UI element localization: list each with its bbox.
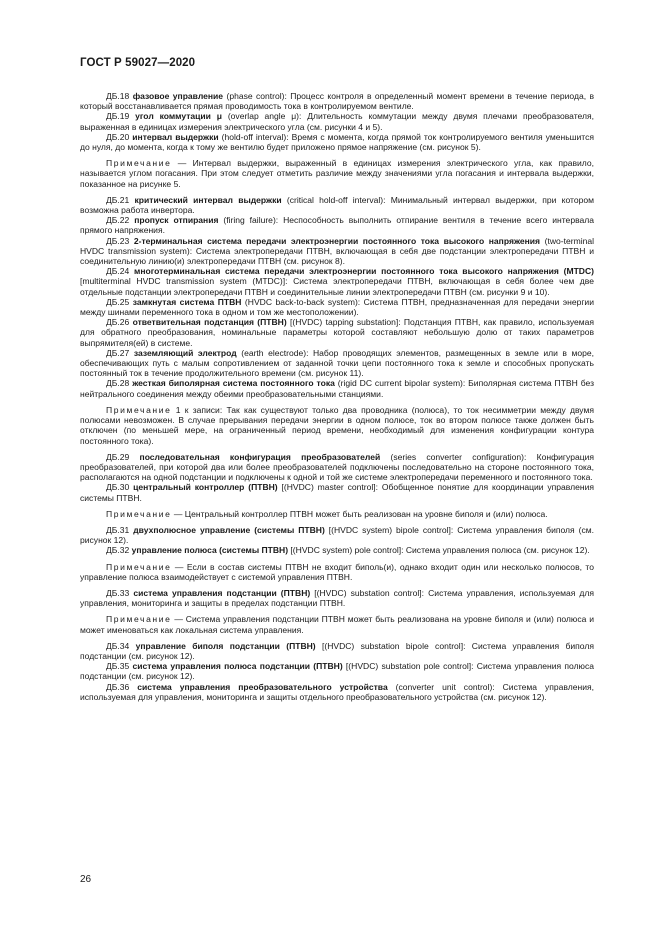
definition-db23: ДБ.23 2-терминальная система передачи электроэнергии постоянного тока высокого напряжения (two-terminal HVDC transmission system): Система электропередачи ПТВН, включающая в себя две подстанции электропередачи ПТВН и соединительную линию(и) электропередачи ПТВН (см. рисунок 8). [80, 235, 595, 267]
term: фазовое управление [132, 91, 224, 101]
note-label: Примечание [106, 561, 172, 572]
definition-db33: ДБ.33 система управления подстанции (ПТВН) [(HVDC) substation control]: Система управления, используемая для управления, мониторинга и защиты в пределах подстанции ПТВН. [80, 587, 595, 609]
definition-db19: ДБ.19 угол коммутации μ (overlap angle μ): Длительность коммутации между двумя плечами преобразователя, выраженная в единицах измерения электрического угла (см. рисунки 4 и 5). [80, 111, 594, 132]
term: последовательная конфигурация преобразователей [139, 451, 381, 462]
term: двухполюсное управление (системы ПТВН) [133, 524, 325, 535]
note-label: Примечание [106, 158, 172, 169]
term: 2-терминальная система передачи электроэнергии постоянного тока высокого напряжения [133, 235, 541, 246]
definition-db27: ДБ.27 заземляющий электрод (earth electrode): Набор проводящих элементов, размещенных в земле или в море, обеспечивающих путь с малым сопротивлением от заданной точки цепи постоянного тока к земле и способных пропускать постоянный ток в течение продолжительного времени (см. рисунок 11). [80, 347, 595, 379]
definition-db29: ДБ.29 последовательная конфигурация преобразователей (series converter configuration): Конфигурация преобразователей, при которой два или более преобразователей подключены последовательно на стороне постоянного тока, располагаются на одной подстанции и подключены к одной и той же системе электропередачи переменного и постоянного тока. [80, 451, 594, 483]
definition-db31: ДБ.31 двухполюсное управление (системы ПТВН) [(HVDC system) bipole control]: Система управления биполя (см. рисунок 12). [80, 524, 594, 546]
note-db30: Примечание — Центральный контроллер ПТВН может быть реализован на уровне биполя и (или) полюса. [106, 508, 548, 519]
page-number: 26 [80, 874, 92, 885]
term: управление полюса (системы ПТВН) [131, 545, 289, 556]
term: пропуск отпирания [134, 215, 219, 226]
definition-db26: ДБ.26 ответвительная подстанция (ПТВН) [(HVDC) tapping substation]: Подстанция ПТВН, как правило, используемая для обратного преобразования, номинальные параметры которой составляют небольшую долю от таких параметров выпрямителя(ей) в системе. [80, 317, 595, 348]
term: управление биполя подстанции (ПТВН) [135, 640, 316, 651]
term: ответвительная подстанция (ПТВН) [132, 317, 287, 328]
term: критический интервал выдержки [134, 194, 282, 205]
term: система управления полюса подстанции (ПТВН) [132, 661, 343, 672]
definition-db28: ДБ.28 жесткая биполярная система постоянного тока (rigid DC current bipolar system): Биполярная система ПТВН без нейтрального соединения между обеими преобразовательными станциями. [80, 378, 594, 399]
definition-db22: ДБ.22 пропуск отпирания (firing failure): Неспособность выполнить отпирание вентиля в течение всего интервала прямого напряжения. [80, 215, 595, 236]
definition-db34: ДБ.34 управление биполя подстанции (ПТВН) [(HVDC) substation bipole control]: Система управления биполя подстанции (см. рисунок 12). [80, 640, 594, 661]
document-body [80, 91, 594, 702]
definition-db21: ДБ.21 критический интервал выдержки (critical hold-off interval): Минимальный интервал выдержки, при котором возможна работа инвертора. [80, 194, 595, 216]
term: угол коммутации μ [135, 111, 222, 122]
note-db20: Примечание — Интервал выдержки, выраженный в единицах измерения электрического угла, как правило, называется углом погасания. При этом следует отметить различие между значениями угла погасания и интервала выдержки, показанное на рисунке 5. [80, 158, 594, 189]
note-label: Примечание [106, 404, 172, 415]
term: замкнутая система ПТВН [132, 296, 242, 307]
term: система управления преобразовательного устройства [137, 681, 388, 692]
term: центральный контроллер (ПТВН) [133, 482, 278, 493]
note-db32: Примечание — Если в состав системы ПТВН не входит биполь(и), однако входит один или несколько полюсов, то управление полюса взаимодействует с системой управления ПТВН. [80, 561, 594, 582]
note-label: Примечание [106, 508, 172, 519]
definition-db35: ДБ.35 система управления полюса подстанции (ПТВН) [(HVDC) substation pole control]: Система управления полюса подстанции (см. рисунок 12). [80, 661, 594, 682]
definition-db20: ДБ.20 интервал выдержки (hold-off interval): Время с момента, когда прямой ток контролируемого вентиля уменьшится до нуля, до момента, когда к тому же вентилю будет приложено прямое напряжение (см. рисунок 5). [80, 131, 595, 153]
term: многотерминальная система передачи электроэнергии постоянного тока высокого напряжения (MTDC) [134, 266, 595, 277]
term: заземляющий электрод [133, 347, 237, 358]
definition-db32: ДБ.32 управление полюса (системы ПТВН) [(HVDC system) pole control]: Система управления полюса (см. рисунок 12). [106, 545, 590, 556]
note-db33: Примечание — Система управления подстанции ПТВН может быть реализована на уровне биполя и (или) полюса и может именоваться как локальная система управления. [80, 614, 594, 635]
document-header: ГОСТ Р 59027—2020 [80, 57, 196, 69]
term: система управления подстанции (ПТВН) [133, 587, 311, 598]
definition-db24: ДБ.24 многотерминальная система передачи электроэнергии постоянного тока высокого напряжения (MTDC) [multiterminal HVDC transmission system (MTDC)]: Система электропередачи ПТВН, включающая в себя более чем две отдельные подстанции электропередачи ПТВН и соединительные линии электропередачи ПТВН (см. рисунки 9 и 10). [80, 266, 595, 297]
definition-db18: ДБ.18 фазовое управление (phase control): Процесс контроля в определенный момент времени в течение периода, в который восстанавливается прямая проводимость тока в контролируемом вентиле. [80, 91, 595, 112]
note-label: Примечание [106, 614, 172, 625]
term: жесткая биполярная система постоянного тока [132, 378, 335, 389]
note-db28: Примечание 1 к записи: Так как существуют только два проводника (полюса), то ток несимметрии между двумя полюсами невозможен. В случае прерывания передачи энергии в одном полюсе, ток во втором полюсе также должен быть отключен (по меньшей мере, на ограниченный период времени, необходимый для изменения конфигурации контура постоянного тока). [80, 404, 594, 446]
definition-db36: ДБ.36 система управления преобразовательного устройства (converter unit control): Система управления, используемая для управления, мониторинга и защиты отдельного преобразовательного устройства (см. рисунок 12). [80, 681, 594, 702]
term: интервал выдержки [132, 131, 219, 142]
definition-db30: ДБ.30 центральный контроллер (ПТВН) [(HVDC) master control]: Обобщенное понятие для координации управления системы ПТВН. [80, 482, 595, 503]
definition-db25: ДБ.25 замкнутая система ПТВН (HVDC back-to-back system): Система ПТВН, предназначенная для передачи энергии между шинами переменного тока в одном и том же местоположении). [80, 296, 594, 318]
